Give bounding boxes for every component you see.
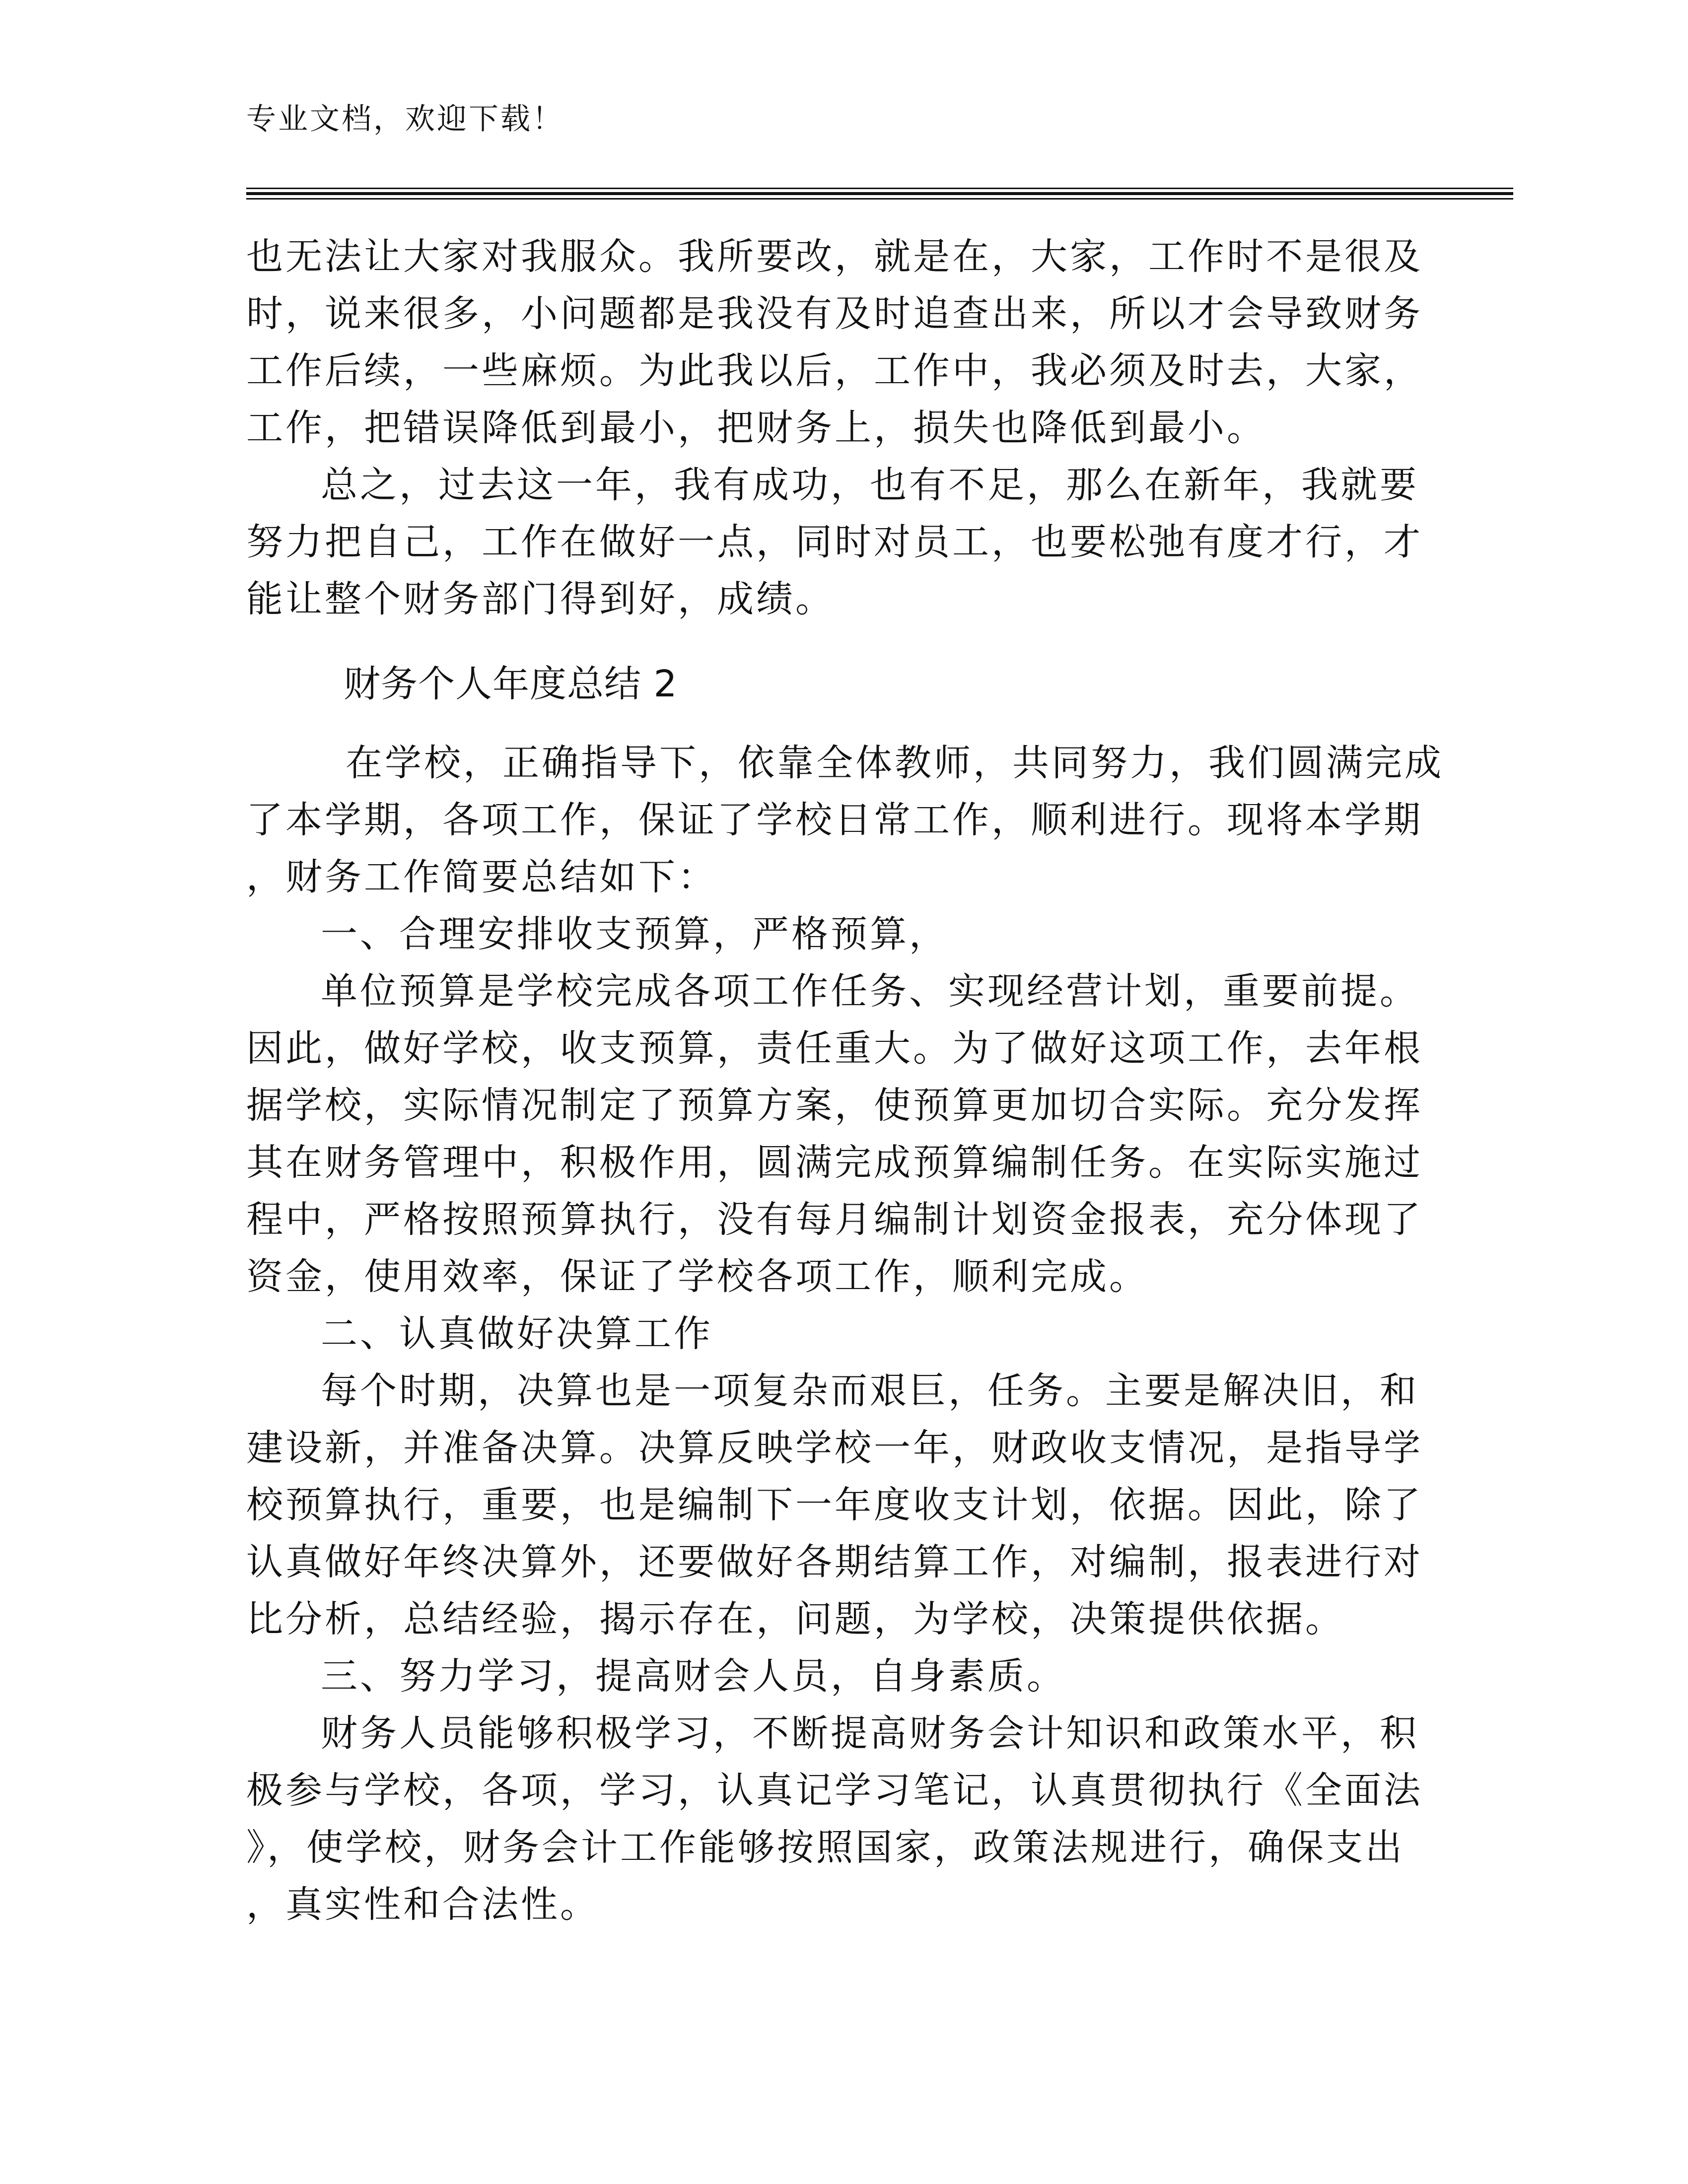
header-rule-top: [246, 188, 1513, 189]
text-line: 也无法让大家对我服众。我所要改，就是在，大家，工作时不是很及: [246, 235, 1423, 278]
study-paragraph: [246, 1705, 1428, 1933]
sub-heading-2: 二、认真做好决算工作: [321, 1312, 713, 1355]
text-line: 总之，过去这一年，我有成功，也有不足，那么在新年，我就要: [321, 464, 1419, 506]
final-accounts-paragraph: [246, 1363, 1428, 1648]
conclusion-paragraph: [246, 457, 1428, 628]
text-line: 努力把自己，工作在做好一点，同时对员工，也要松弛有度才行，才: [246, 521, 1423, 563]
intro-paragraph: [246, 228, 1428, 457]
text-line: ，真实性和合法性。: [246, 1883, 599, 1926]
sub-heading-3: 三、努力学习，提高财会人员，自身素质。: [321, 1655, 1066, 1698]
text-line: 工作后续，一些麻烦。为此我以后，工作中，我必须及时去，大家，: [246, 349, 1423, 392]
document-body: [246, 228, 1444, 1933]
text-line: 其在财务管理中，积极作用，圆满完成预算编制任务。在实际实施过: [246, 1141, 1423, 1184]
text-line: 在学校，正确指导下，依靠全体教师，共同努力，我们圆满完成: [346, 742, 1444, 784]
text-line: 校预算执行，重要，也是编制下一年度收支计划，依据。因此，除了: [246, 1484, 1423, 1526]
text-line: 认真做好年终决算外，还要做好各期结算工作，对编制，报表进行对: [246, 1541, 1423, 1583]
text-line: 单位预算是学校完成各项工作任务、实现经营计划，重要前提。: [321, 970, 1419, 1013]
text-line: 每个时期，决算也是一项复杂而艰巨，任务。主要是解决旧，和: [321, 1369, 1419, 1412]
text-line: 极参与学校，各项，学习，认真记学习笔记，认真贯彻执行《全面法: [246, 1769, 1423, 1812]
section-title: 财务个人年度总结 2: [344, 663, 678, 705]
budget-paragraph: [246, 963, 1428, 1305]
header-rule-middle: [246, 192, 1513, 195]
text-line: 因此，做好学校，收支预算，责任重大。为了做好这项工作，去年根: [246, 1027, 1423, 1070]
text-line: 建设新，并准备决算。决算反映学校一年，财政收支情况，是指导学: [246, 1427, 1423, 1469]
text-line: 》，使学校，财务会计工作能够按照国家，政策法规进行，确保支出: [246, 1826, 1405, 1869]
text-line: ，财务工作简要总结如下：: [246, 856, 717, 898]
text-line: 财务人员能够积极学习，不断提高财务会计知识和政策水平，积: [321, 1712, 1419, 1755]
text-line: 时，说来很多，小问题都是我没有及时追查出来，所以才会导致财务: [246, 292, 1423, 335]
text-line: 资金，使用效率，保证了学校各项工作，顺利完成。: [246, 1255, 1148, 1298]
text-line: 据学校，实际情况制定了预算方案，使预算更加切合实际。充分发挥: [246, 1084, 1423, 1127]
sub-heading-1: 一、合理安排收支预算，严格预算，: [321, 913, 948, 956]
page-header-text: 专业文档，欢迎下载！: [246, 102, 564, 136]
text-line: 程中，严格按照预算执行，没有每月编制计划资金报表，充分体现了: [246, 1198, 1423, 1241]
text-line: 比分析，总结经验，揭示存在，问题，为学校，决策提供依据。: [246, 1598, 1344, 1640]
text-line: 工作，把错误降低到最小，把财务上，损失也降低到最小。: [246, 407, 1266, 449]
text-line: 能让整个财务部门得到好，成绩。: [246, 578, 835, 620]
opening-paragraph: [246, 735, 1444, 906]
header-rule-bottom: [246, 198, 1513, 200]
text-line: 了本学期，各项工作，保证了学校日常工作，顺利进行。现将本学期: [246, 799, 1423, 841]
